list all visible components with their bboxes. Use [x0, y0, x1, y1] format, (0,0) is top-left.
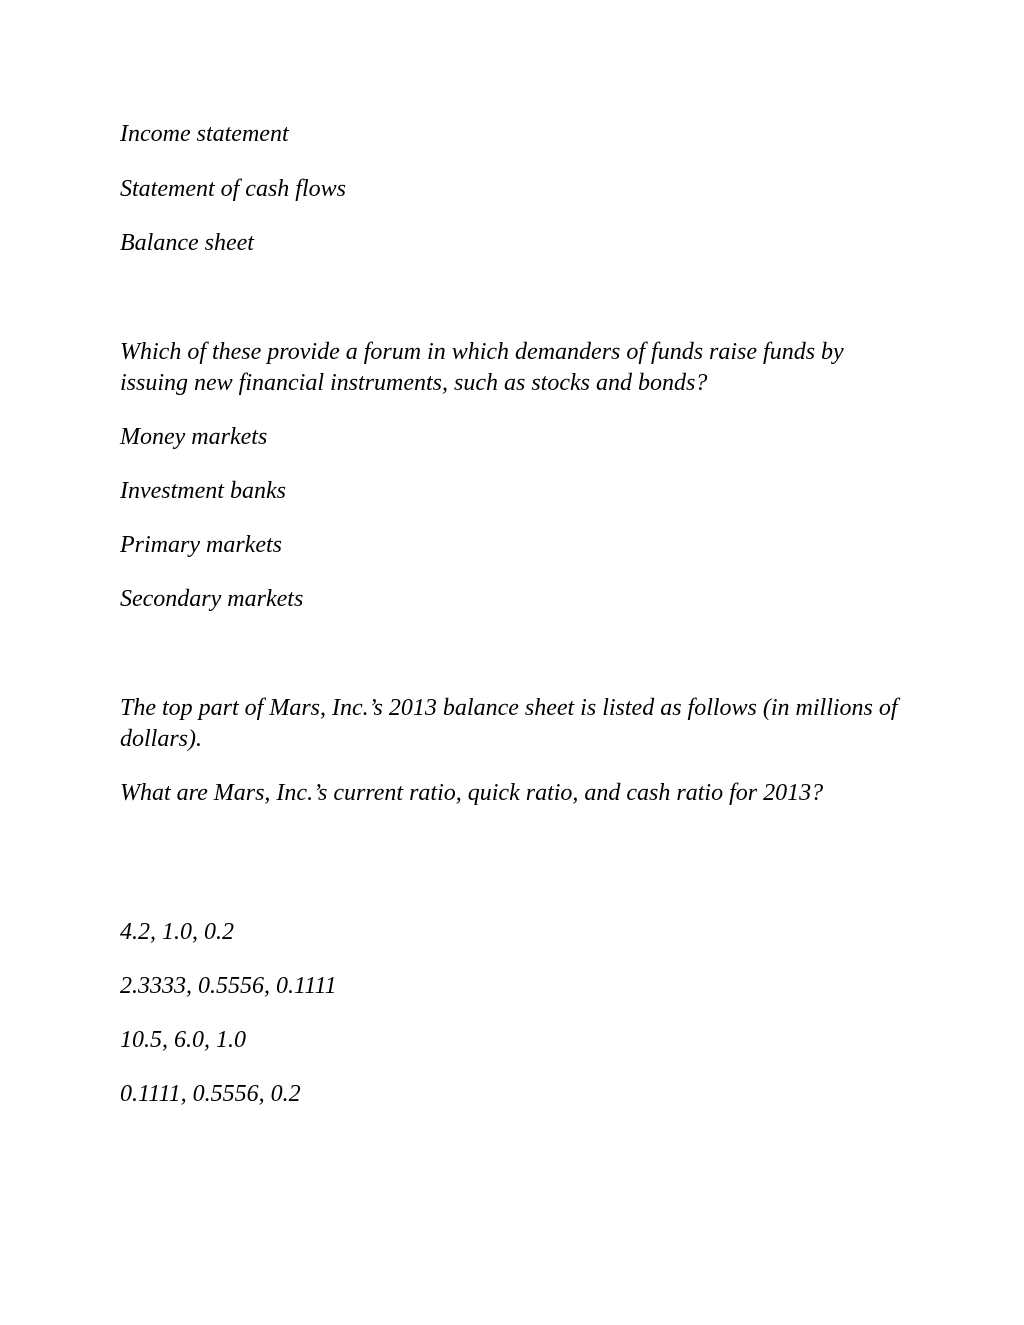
answer-option: Secondary markets — [120, 586, 304, 612]
question-text: Which of these provide a forum in which demanders of funds raise funds by issuing new financial instruments, such as stocks and bonds? — [120, 339, 844, 396]
answer-option: 4.2, 1.0, 0.2 — [120, 919, 234, 945]
question-intro: The top part of Mars, Inc.’s 2013 balance sheet is listed as follows (in millions of dollars). — [120, 695, 898, 752]
answer-option: Money markets — [120, 424, 268, 450]
answer-option: Statement of cash flows — [120, 176, 346, 202]
question-text: What are Mars, Inc.’s current ratio, quick ratio, and cash ratio for 2013? — [120, 780, 824, 806]
answer-option: 0.1111, 0.5556, 0.2 — [120, 1081, 301, 1107]
answer-option: Balance sheet — [120, 230, 254, 256]
answer-option: Income statement — [120, 121, 289, 147]
answer-option: 2.3333, 0.5556, 0.1111 — [120, 973, 337, 999]
answer-option: 10.5, 6.0, 1.0 — [120, 1027, 246, 1053]
answer-option: Primary markets — [120, 532, 282, 558]
answer-option: Investment banks — [120, 478, 286, 504]
